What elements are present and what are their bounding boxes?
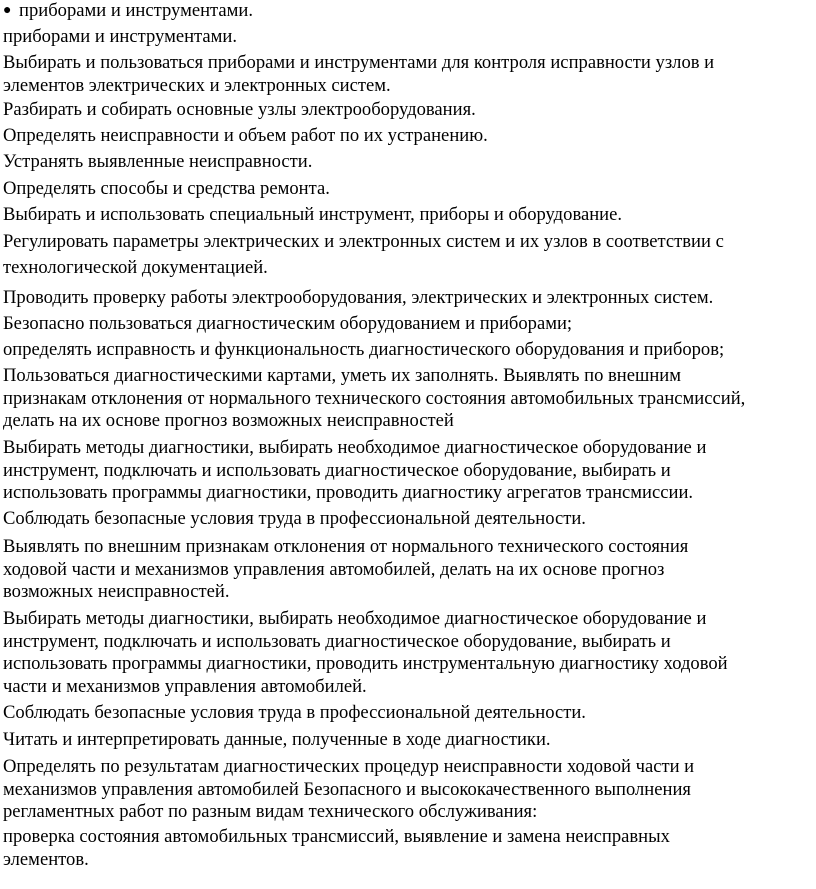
text-line: Выбирать и пользоваться приборами и инструментами для контроля исправности узлов и <box>3 52 715 73</box>
paragraph <box>3 826 813 871</box>
text-line: Определять неисправности и объем работ по их устранению. <box>3 125 488 146</box>
text-line: Разбирать и собирать основные узлы электрооборудования. <box>3 99 476 120</box>
paragraph <box>3 729 813 752</box>
paragraph <box>3 231 813 279</box>
paragraph <box>3 508 813 531</box>
paragraph <box>3 125 813 148</box>
paragraph <box>3 437 813 505</box>
text-line: Пользоваться диагностическими картами, уметь их заполнять. Выявлять по внешним <box>3 365 681 386</box>
paragraph <box>3 756 813 824</box>
text-line: технологической документацией. <box>3 256 268 278</box>
text-line: инструмент, подключать и использовать диагностическое оборудование, выбирать и <box>3 630 671 652</box>
text-line: использовать программы диагностики, проводить диагностику агрегатов трансмиссии. <box>3 482 694 503</box>
paragraph <box>3 26 813 49</box>
text-line: Устранять выявленные неисправности. <box>3 151 313 172</box>
paragraph <box>3 151 813 174</box>
text-line: Читать и интерпретировать данные, полученные в ходе диагностики. <box>3 729 551 750</box>
text-line: возможных неисправностей. <box>3 581 230 602</box>
paragraph <box>3 536 813 604</box>
text-line <box>3 0 813 23</box>
text-line: Регулировать параметры электрических и электронных систем и их узлов в соответствии с <box>3 231 724 252</box>
text-line: Выбирать и использовать специальный инструмент, приборы и оборудование. <box>3 204 623 225</box>
text-line: Определять по результатам диагностических процедур неисправности ходовой части и <box>3 756 695 777</box>
paragraph <box>3 608 813 698</box>
text-line: Проводить проверку работы электрооборудования, электрических и электронных систем. <box>3 287 714 308</box>
paragraph-bulleted <box>3 0 813 23</box>
text-line: определять исправность и функциональность диагностического оборудования и приборов; <box>3 339 725 360</box>
text-line: проверка состояния автомобильных трансмиссий, выявление и замена неисправных <box>3 826 670 847</box>
paragraph <box>3 287 813 310</box>
text-line: приборами и инструментами. <box>3 26 238 47</box>
text-line: инструмент, подключать и использовать диагностическое оборудование, выбирать и <box>3 459 671 481</box>
paragraph <box>3 204 813 227</box>
text-line: Выбирать методы диагностики, выбирать необходимое диагностическое оборудование и <box>3 608 707 629</box>
text-span: приборами и инструментами. <box>19 0 254 21</box>
text-line: Соблюдать безопасные условия труда в профессиональной деятельности. <box>3 702 586 723</box>
text-line: механизмов управления автомобилей Безопасного и высококачественного выполнения <box>3 778 691 800</box>
paragraph <box>3 99 813 122</box>
paragraph <box>3 702 813 725</box>
text-line: Определять способы и средства ремонта. <box>3 178 330 199</box>
text-line: делать на их основе прогноз возможных неисправностей <box>3 410 454 431</box>
paragraph <box>3 178 813 201</box>
text-line: Выявлять по внешним признакам отклонения от нормального технического состояния <box>3 536 689 557</box>
paragraph <box>3 313 813 336</box>
text-line: элементов электрических и электронных систем. <box>3 74 391 96</box>
paragraph <box>3 52 813 97</box>
paragraph <box>3 365 813 433</box>
text-line: признакам отклонения от нормального технического состояния автомобильных трансмиссий, <box>3 387 746 409</box>
text-line: использовать программы диагностики, проводить инструментальную диагностику ходовой <box>3 653 728 674</box>
text-line: элементов. <box>3 848 89 870</box>
text-line: ходовой части и механизмов управления автомобилей, делать на их основе прогноз <box>3 558 665 580</box>
text-line: регламентных работ по разным видам технического обслуживания: <box>3 801 538 822</box>
text-line: Безопасно пользоваться диагностическим оборудованием и приборами; <box>3 313 573 334</box>
text-line: Выбирать методы диагностики, выбирать необходимое диагностическое оборудование и <box>3 437 707 458</box>
bullet-icon: ● <box>3 3 12 18</box>
paragraph <box>3 339 813 362</box>
text-line: Соблюдать безопасные условия труда в профессиональной деятельности. <box>3 508 586 529</box>
text-line: части и механизмов управления автомобилей. <box>3 675 367 697</box>
